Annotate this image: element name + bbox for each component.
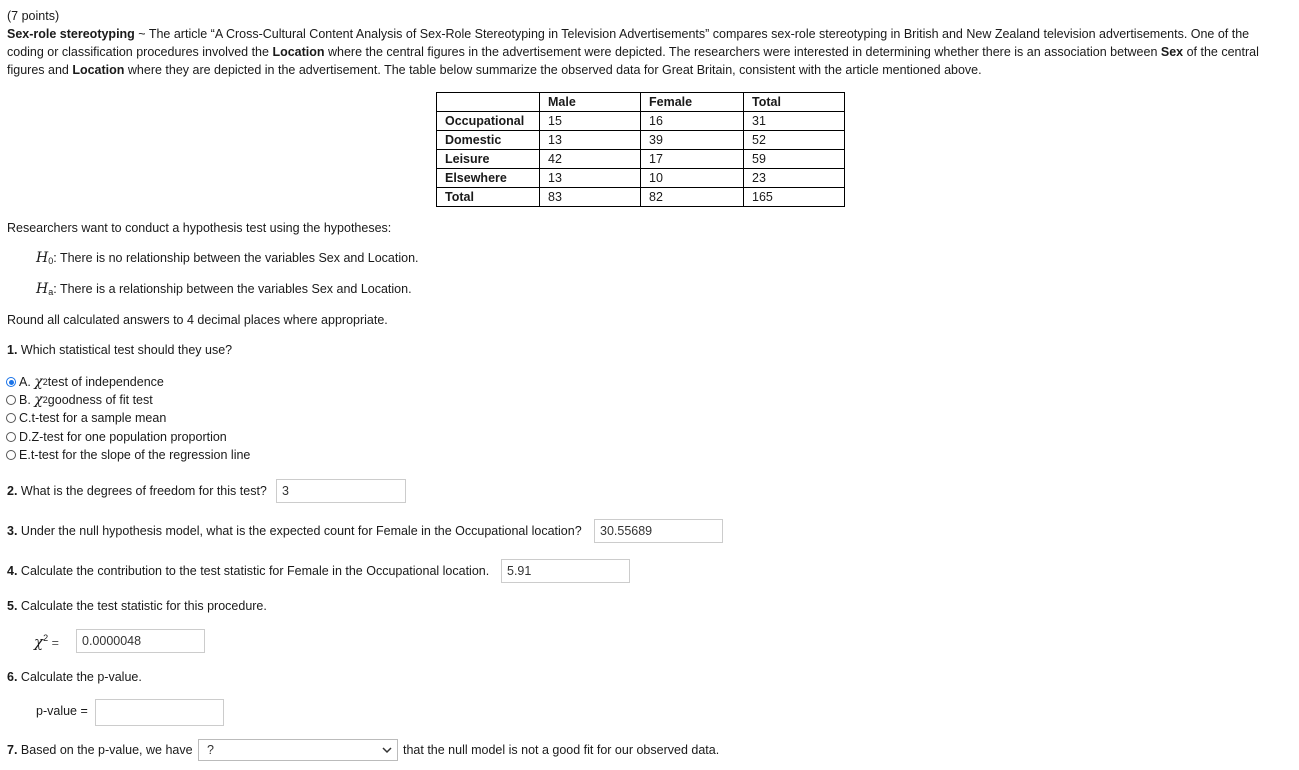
cell-female: 82 bbox=[641, 188, 744, 207]
cell-total: 31 bbox=[744, 112, 845, 131]
equals-sign: = bbox=[51, 636, 59, 650]
alt-hypothesis bbox=[36, 281, 412, 297]
h0-symbol: H bbox=[36, 250, 49, 266]
q3-answer-input[interactable]: 30.55689 bbox=[594, 519, 723, 543]
cell-female: 16 bbox=[641, 112, 744, 131]
option-b-letter: B. bbox=[19, 393, 31, 407]
observed-data-table bbox=[436, 92, 845, 207]
q5-number: 5. bbox=[7, 599, 18, 613]
q4-text: Calculate the contribution to the test statistic for Female in the Occupational location. bbox=[17, 564, 490, 578]
null-hypothesis bbox=[36, 250, 419, 266]
row-label: Leisure bbox=[437, 150, 540, 169]
intro-text-3: of the central figures and bbox=[7, 45, 1259, 77]
q5-chi-label bbox=[34, 633, 59, 651]
location-bold-2: Location bbox=[72, 63, 125, 77]
chi-sup: 2 bbox=[43, 633, 49, 643]
q1-number: 1. bbox=[7, 343, 18, 357]
option-a-text: test of independence bbox=[47, 375, 164, 389]
table-corner bbox=[437, 93, 540, 112]
radio-d[interactable] bbox=[6, 432, 16, 442]
q6-number: 6. bbox=[7, 670, 18, 684]
q4-prompt bbox=[7, 564, 489, 578]
row-label: Elsewhere bbox=[437, 169, 540, 188]
points-label: (7 points) bbox=[7, 9, 60, 23]
q4-answer-input[interactable]: 5.91 bbox=[501, 559, 630, 583]
hypotheses-intro: Researchers want to conduct a hypothesis test using the hypotheses: bbox=[7, 221, 392, 235]
q1-option-e[interactable] bbox=[6, 446, 250, 464]
option-c-letter: C. bbox=[19, 411, 32, 425]
q3-prompt bbox=[7, 524, 582, 538]
table-row bbox=[437, 169, 845, 188]
intro-text-1: ~ The article “A Cross-Cultural Content Analysis of Sex-Role Stereotyping in Television Advertisements” compares sex-role stereotyping in British and New Zealand television advertisements. One of the coding or classification procedures involved the bbox=[7, 27, 1250, 59]
table-row bbox=[437, 112, 845, 131]
question-intro bbox=[7, 7, 1287, 79]
cell-male: 13 bbox=[540, 131, 641, 150]
intro-text-2: where the central figures in the advertisement were depicted. The researchers were interested in determining whether there is an association between bbox=[324, 45, 1161, 59]
cell-male: 15 bbox=[540, 112, 641, 131]
ha-text: : There is a relationship between the variables Sex and Location. bbox=[53, 282, 412, 296]
cell-female: 39 bbox=[641, 131, 744, 150]
q2-prompt bbox=[7, 484, 267, 498]
chi-symbol: χ bbox=[34, 374, 43, 390]
table-header-row bbox=[437, 93, 845, 112]
q1-option-d[interactable] bbox=[6, 428, 227, 446]
cell-total: 52 bbox=[744, 131, 845, 150]
q7-evidence-select[interactable] bbox=[198, 739, 398, 761]
chevron-down-icon bbox=[382, 740, 392, 767]
cell-male: 13 bbox=[540, 169, 641, 188]
q4-number: 4. bbox=[7, 564, 18, 578]
row-label: Occupational bbox=[437, 112, 540, 131]
table-row bbox=[437, 131, 845, 150]
cell-male: 42 bbox=[540, 150, 641, 169]
option-d-text: Z-test for one population proportion bbox=[31, 430, 227, 444]
h0-subscript: 0 bbox=[48, 256, 54, 266]
option-e-text: t-test for the slope of the regression line bbox=[30, 448, 251, 462]
q1-option-b[interactable] bbox=[6, 391, 153, 409]
q1-text: Which statistical test should they use? bbox=[17, 343, 233, 357]
h0-text: : There is no relationship between the variables Sex and Location. bbox=[53, 251, 419, 265]
q5-text: Calculate the test statistic for this procedure. bbox=[17, 599, 267, 613]
ha-symbol: H bbox=[36, 281, 49, 297]
option-b-text: goodness of fit test bbox=[47, 393, 153, 407]
q3-text: Under the null hypothesis model, what is the expected count for Female in the Occupational location? bbox=[17, 524, 582, 538]
ha-subscript: a bbox=[48, 287, 54, 297]
q2-number: 2. bbox=[7, 484, 18, 498]
intro-paragraph bbox=[7, 25, 1287, 79]
q5-answer-input[interactable]: 0.0000048 bbox=[76, 629, 205, 653]
p-value-label: p-value = bbox=[36, 704, 88, 718]
col-header-total: Total bbox=[744, 93, 845, 112]
q1-option-c[interactable] bbox=[6, 409, 166, 427]
location-bold: Location bbox=[272, 45, 325, 59]
q5-prompt bbox=[7, 599, 267, 613]
q3-number: 3. bbox=[7, 524, 18, 538]
chi-sup: 2 bbox=[42, 395, 48, 405]
option-c-text: t-test for a sample mean bbox=[31, 411, 167, 425]
row-label: Domestic bbox=[437, 131, 540, 150]
cell-female: 10 bbox=[641, 169, 744, 188]
q7-number: 7. bbox=[7, 743, 18, 757]
cell-total: 59 bbox=[744, 150, 845, 169]
radio-c[interactable] bbox=[6, 413, 16, 423]
q2-text: What is the degrees of freedom for this test? bbox=[17, 484, 267, 498]
q1-option-a[interactable] bbox=[6, 373, 164, 391]
option-d-letter: D. bbox=[19, 430, 32, 444]
title-bold: Sex-role stereotyping bbox=[7, 27, 135, 41]
rounding-note: Round all calculated answers to 4 decimal places where appropriate. bbox=[7, 313, 388, 327]
chi-sup: 2 bbox=[42, 377, 48, 387]
q7-prompt bbox=[7, 743, 193, 757]
radio-e[interactable] bbox=[6, 450, 16, 460]
option-a-letter: A. bbox=[19, 375, 31, 389]
intro-text-4: where they are depicted in the advertisement. The table below summarize the observed data for Great Britain, consistent with the article mentioned above. bbox=[124, 63, 982, 77]
q7-after-text: that the null model is not a good fit for our observed data. bbox=[403, 743, 720, 757]
option-e-letter: E. bbox=[19, 448, 31, 462]
q6-prompt bbox=[7, 670, 142, 684]
table-row bbox=[437, 188, 845, 207]
radio-b[interactable] bbox=[6, 395, 16, 405]
cell-female: 17 bbox=[641, 150, 744, 169]
chi-symbol: χ bbox=[34, 392, 43, 408]
q2-answer-input[interactable]: 3 bbox=[276, 479, 406, 503]
cell-male: 83 bbox=[540, 188, 641, 207]
col-header-female: Female bbox=[641, 93, 744, 112]
chi-symbol: χ bbox=[34, 633, 44, 651]
q6-text: Calculate the p-value. bbox=[17, 670, 142, 684]
p-value-input[interactable] bbox=[95, 699, 224, 726]
q1-prompt bbox=[7, 343, 232, 357]
q7-select-value: ? bbox=[207, 743, 214, 757]
cell-total: 165 bbox=[744, 188, 845, 207]
cell-total: 23 bbox=[744, 169, 845, 188]
row-label: Total bbox=[437, 188, 540, 207]
col-header-male: Male bbox=[540, 93, 641, 112]
sex-bold: Sex bbox=[1160, 45, 1184, 59]
table-row bbox=[437, 150, 845, 169]
radio-a[interactable] bbox=[6, 377, 16, 387]
q7-text: Based on the p-value, we have bbox=[17, 743, 193, 757]
